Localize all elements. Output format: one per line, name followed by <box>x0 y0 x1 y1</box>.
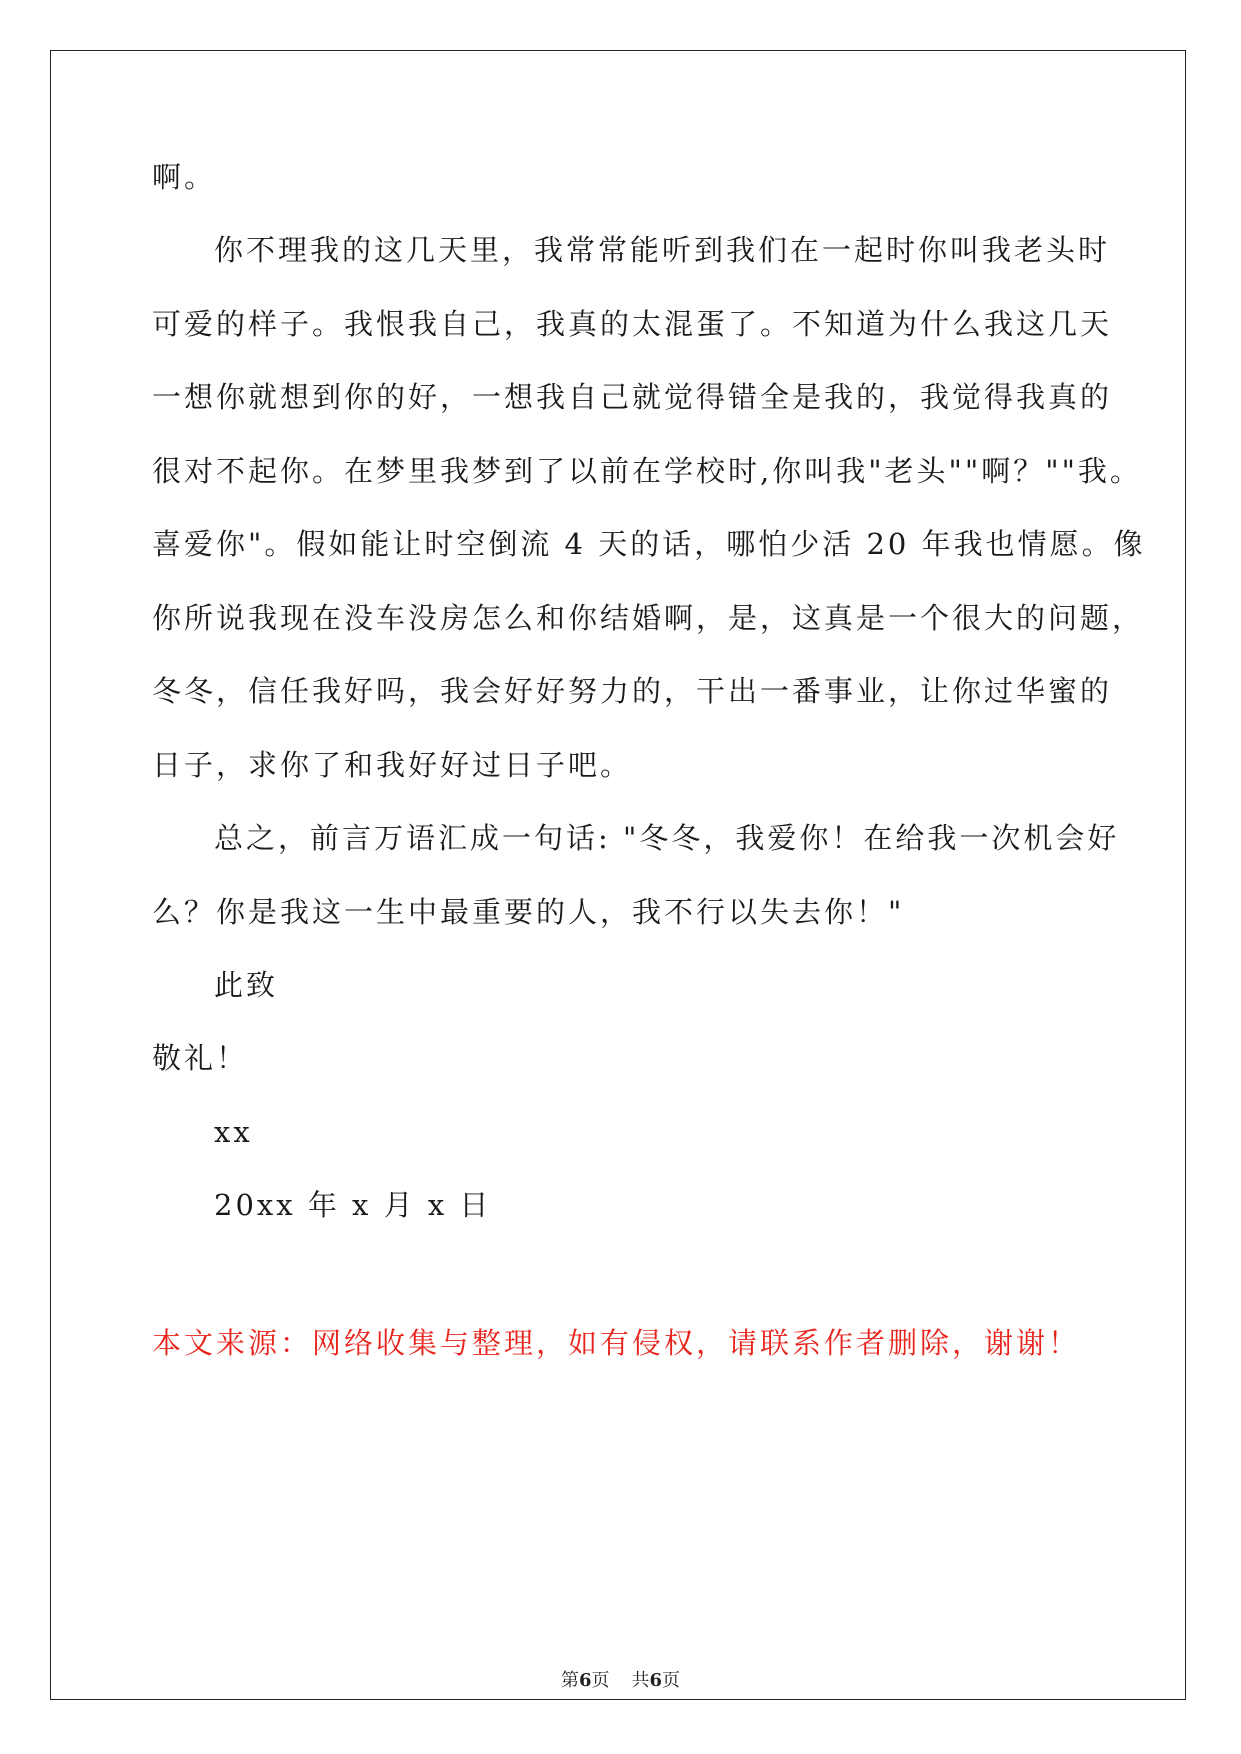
body-line-10: 总之，前言万语汇成一句话: "冬冬，我爱你！在给我一次机会好 <box>214 821 1120 855</box>
body-line-6: 喜爱你"。假如能让时空倒流 4 天的话，哪怕少活 20 年我也情愿。像 <box>152 527 1146 561</box>
total-prefix: 共 <box>631 1670 650 1691</box>
body-line-4: 一想你就想到你的好，一想我自己就觉得错全是我的，我觉得我真的 <box>152 380 1113 414</box>
body-line-9: 日子，求你了和我好好过日子吧。 <box>152 748 633 782</box>
signature: xx <box>214 1115 253 1149</box>
total-suffix: 页 <box>662 1670 681 1691</box>
total-pages: 6 <box>649 1670 663 1691</box>
page-number: 6 <box>578 1670 592 1691</box>
body-line-1: 啊。 <box>152 160 217 194</box>
closing-regards: 敬礼！ <box>152 1041 249 1075</box>
page-footer <box>0 1669 1241 1693</box>
closing-salutation: 此致 <box>214 968 279 1002</box>
body-line-3: 可爱的样子。我恨我自己，我真的太混蛋了。不知道为什么我这几天 <box>152 307 1113 341</box>
body-line-5: 很对不起你。在梦里我梦到了以前在学校时,你叫我"老头""啊？""我。 <box>152 454 1142 488</box>
date-line: 20xx 年 x 月 x 日 <box>214 1188 492 1222</box>
page-suffix: 页 <box>591 1670 610 1691</box>
page-prefix: 第 <box>560 1670 579 1691</box>
source-notice: 本文来源：网络收集与整理，如有侵权，请联系作者删除，谢谢！ <box>152 1326 1081 1360</box>
page-border <box>50 50 1186 1700</box>
body-line-7: 你所说我现在没车没房怎么和你结婚啊，是，这真是一个很大的问题， <box>152 601 1145 635</box>
body-line-2: 你不理我的这几天里，我常常能听到我们在一起时你叫我老头时 <box>214 233 1111 267</box>
body-line-11: 么？你是我这一生中最重要的人，我不行以失去你！" <box>152 895 905 929</box>
body-line-8: 冬冬，信任我好吗，我会好好努力的，干出一番事业，让你过华蜜的 <box>152 674 1113 708</box>
